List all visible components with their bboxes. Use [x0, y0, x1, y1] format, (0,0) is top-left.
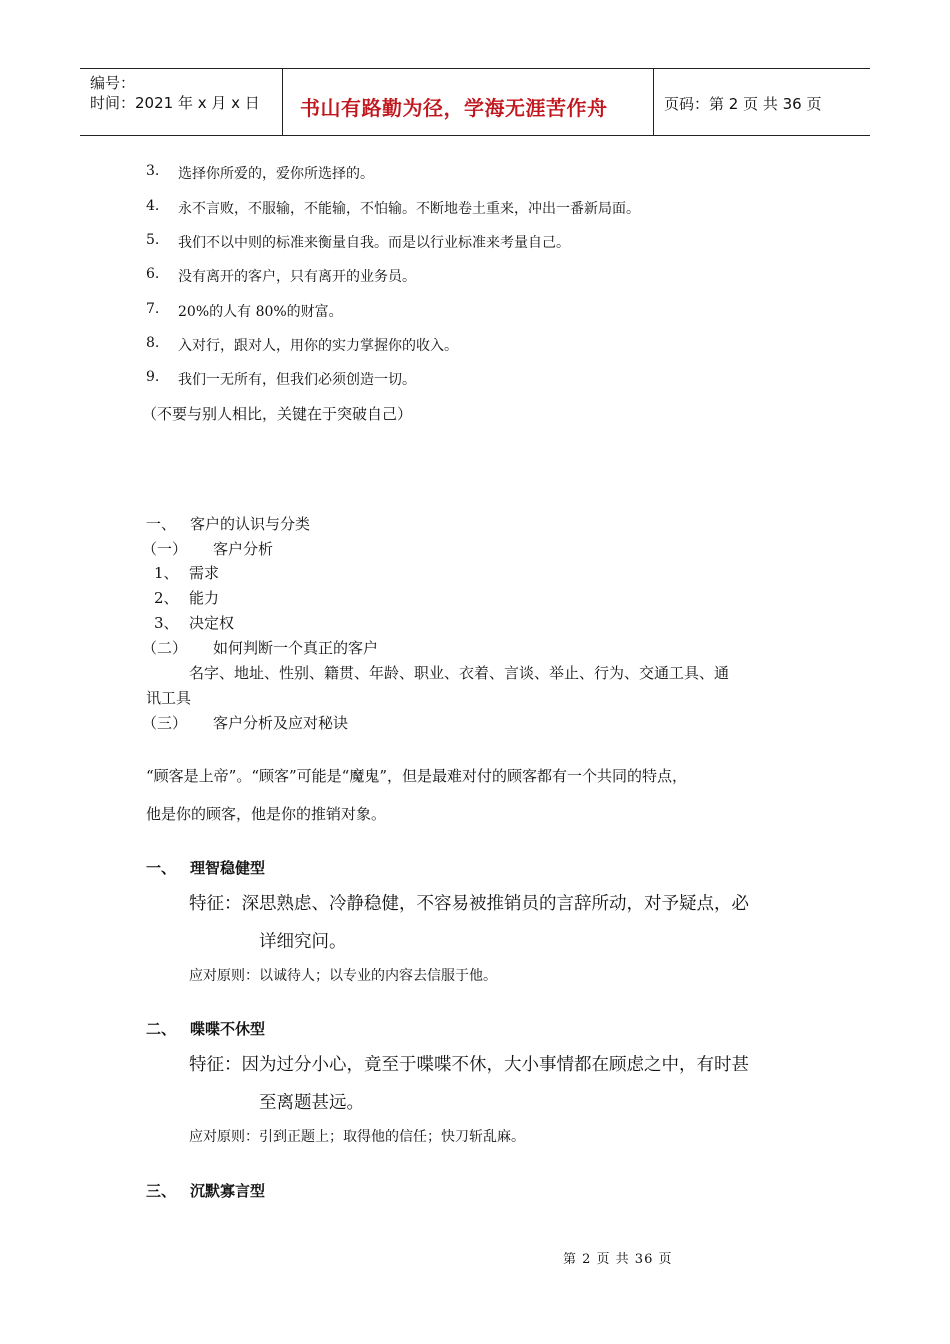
- header-time-label: 时间：2021 年 x 月 x 日: [90, 94, 260, 112]
- quote-text: 入对行，跟对人，用你的实力掌握你的收入。: [178, 338, 458, 354]
- quote-text: 选择你所爱的，爱你所选择的。: [178, 166, 374, 182]
- header-divider-left: [282, 68, 283, 136]
- type-feature-line2: 详细究问。: [259, 932, 347, 952]
- subsection-num: （二）: [142, 639, 188, 657]
- intro-line2: 他是你的顾客，他是你的推销对象。: [146, 805, 387, 823]
- section-num: 一、: [146, 515, 177, 533]
- item-text: 需求: [189, 564, 220, 582]
- header-bottom-rule: [80, 135, 870, 136]
- quote-text: 20%的人有 80%的财富。: [178, 304, 343, 320]
- judge-text-line2: 讯工具: [146, 689, 192, 707]
- header-motto: 书山有路勤为径，学海无涯苦作舟: [300, 96, 608, 120]
- section-title: 客户的认识与分类: [190, 515, 311, 533]
- item-num: 2、: [154, 589, 179, 607]
- item-text: 决定权: [189, 614, 235, 632]
- quote-num: 7.: [146, 301, 160, 317]
- subsection-title: 如何判断一个真正的客户: [213, 639, 379, 657]
- page-footer: 第 2 页 共 36 页: [563, 1252, 673, 1267]
- judge-text-line1: 名字、地址、性别、籍贯、年龄、职业、衣着、言谈、举止、行为、交通工具、通: [189, 664, 730, 682]
- item-num: 1、: [154, 564, 179, 582]
- quote-text: 永不言败，不服输，不能输，不怕输。不断地卷土重来，冲出一番新局面。: [178, 201, 640, 217]
- quote-num: 5.: [146, 232, 160, 248]
- type-title: 喋喋不休型: [190, 1020, 266, 1038]
- quote-num: 3.: [146, 163, 160, 179]
- item-text: 能力: [189, 589, 220, 607]
- header-number-label: 编号：: [90, 74, 136, 92]
- type-title: 理智稳健型: [190, 859, 266, 877]
- quote-num: 6.: [146, 266, 160, 282]
- quote-text: 我们一无所有，但我们必须创造一切。: [178, 372, 416, 388]
- quote-note: （不要与别人相比，关键在于突破自己）: [142, 405, 413, 423]
- type-principle: 应对原则：以诚待人；以专业的内容去信服于他。: [189, 968, 497, 984]
- type-title: 沉默寡言型: [190, 1182, 266, 1200]
- subsection-title: 客户分析: [213, 540, 274, 558]
- quote-text: 没有离开的客户，只有离开的业务员。: [178, 269, 416, 285]
- subsection-title: 客户分析及应对秘诀: [213, 714, 349, 732]
- subsection-num: （三）: [142, 714, 188, 732]
- intro-line1: “顾客是上帝”。“顾客”可能是“魔鬼”，但是最难对付的顾客都有一个共同的特点，: [146, 767, 688, 785]
- header-page-label: 页码：第 2 页 共 36 页: [664, 95, 822, 113]
- type-num: 二、: [146, 1020, 177, 1038]
- type-num: 三、: [146, 1182, 177, 1200]
- header-divider-right: [653, 68, 654, 136]
- type-num: 一、: [146, 859, 177, 877]
- quote-num: 4.: [146, 198, 160, 214]
- subsection-num: （一）: [142, 540, 188, 558]
- item-num: 3、: [154, 614, 179, 632]
- quote-num: 8.: [146, 335, 160, 351]
- quote-num: 9.: [146, 369, 160, 385]
- type-feature-line1: 特征：深思熟虑、冷静稳健，不容易被推销员的言辞所动，对予疑点，必: [189, 894, 749, 914]
- type-feature-line2: 至离题甚远。: [259, 1093, 364, 1113]
- header-top-rule: [80, 68, 870, 69]
- quote-text: 我们不以中则的标准来衡量自我。而是以行业标准来考量自己。: [178, 235, 570, 251]
- type-principle: 应对原则：引到正题上；取得他的信任；快刀斩乱麻。: [189, 1129, 525, 1145]
- type-feature-line1: 特征：因为过分小心，竟至于喋喋不休，大小事情都在顾虑之中，有时甚: [189, 1055, 749, 1075]
